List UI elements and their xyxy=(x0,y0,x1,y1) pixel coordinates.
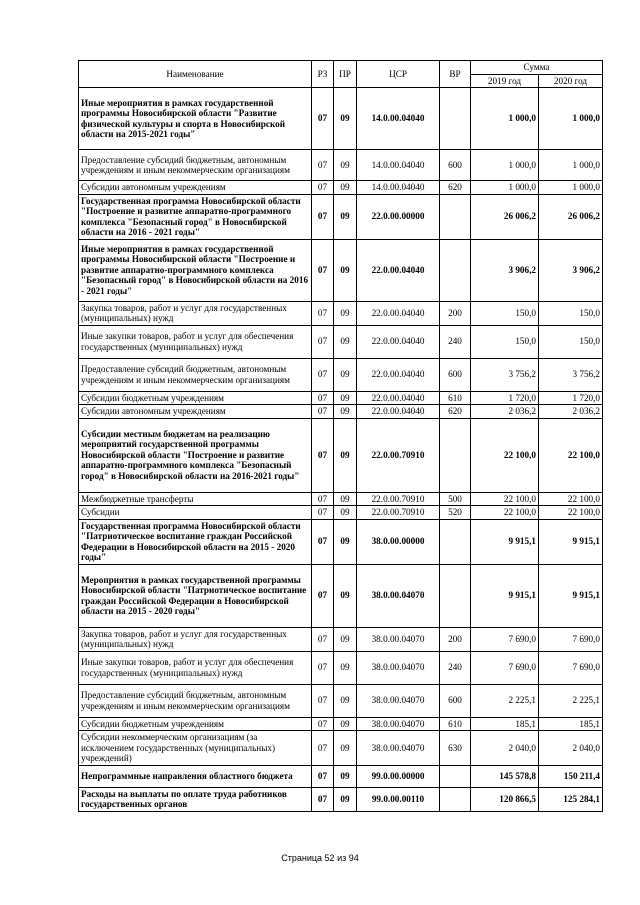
row-amount-2019: 150,0 xyxy=(471,301,539,325)
row-name: Мероприятия в рамках государственной программы Новосибирской области "Патриотическое воспитание граждан Российской Федерации в Новосибирской области на 2015 - 2020 годы" xyxy=(79,564,312,627)
table-row xyxy=(79,358,603,391)
row-pr: 09 xyxy=(334,358,357,391)
row-pr: 09 xyxy=(334,787,357,811)
row-vr: 620 xyxy=(440,405,471,419)
row-csr: 22.0.00.70910 xyxy=(357,418,440,492)
row-csr: 38.0.00.04070 xyxy=(357,731,440,766)
table-row xyxy=(79,88,603,150)
row-rz: 07 xyxy=(312,492,334,506)
row-rz: 07 xyxy=(312,506,334,520)
row-csr: 22.0.00.04040 xyxy=(357,358,440,391)
row-vr: 240 xyxy=(440,651,471,684)
row-vr: 630 xyxy=(440,731,471,766)
row-csr: 14.0.00.04040 xyxy=(357,181,440,195)
row-amount-2019: 7 690,0 xyxy=(471,651,539,684)
row-vr: 200 xyxy=(440,301,471,325)
table-row xyxy=(79,506,603,520)
row-pr: 09 xyxy=(334,717,357,731)
row-amount-2020: 9 915,1 xyxy=(539,519,603,564)
row-csr: 22.0.00.04040 xyxy=(357,391,440,405)
table-row xyxy=(79,181,603,195)
row-rz: 07 xyxy=(312,684,334,717)
row-amount-2020: 1 000,0 xyxy=(539,181,603,195)
row-rz: 07 xyxy=(312,181,334,195)
row-vr xyxy=(440,88,471,150)
row-csr: 22.0.00.70910 xyxy=(357,492,440,506)
row-vr: 240 xyxy=(440,325,471,358)
table-row xyxy=(79,787,603,811)
row-amount-2020: 150,0 xyxy=(539,301,603,325)
row-rz: 07 xyxy=(312,325,334,358)
row-vr: 500 xyxy=(440,492,471,506)
row-csr: 99.0.00.00110 xyxy=(357,787,440,811)
row-pr: 09 xyxy=(334,519,357,564)
header-csr: ЦСР xyxy=(357,61,440,88)
row-amount-2020: 150,0 xyxy=(539,325,603,358)
row-pr: 09 xyxy=(334,88,357,150)
row-amount-2020: 125 284,1 xyxy=(539,787,603,811)
row-csr: 22.0.00.04040 xyxy=(357,301,440,325)
row-amount-2019: 120 866,5 xyxy=(471,787,539,811)
row-amount-2020: 7 690,0 xyxy=(539,627,603,651)
row-name: Предоставление субсидий бюджетным, автономным учреждениям и иным некоммерческим организациям xyxy=(79,684,312,717)
header-rz: РЗ xyxy=(312,61,334,88)
row-rz: 07 xyxy=(312,391,334,405)
row-amount-2019: 2 036,2 xyxy=(471,405,539,419)
row-rz: 07 xyxy=(312,418,334,492)
row-amount-2019: 2 225,1 xyxy=(471,684,539,717)
row-amount-2020: 3 756,2 xyxy=(539,358,603,391)
row-rz: 07 xyxy=(312,194,334,239)
table-row xyxy=(79,239,603,301)
table-row xyxy=(79,150,603,181)
row-csr: 38.0.00.04070 xyxy=(357,684,440,717)
row-amount-2019: 26 006,2 xyxy=(471,194,539,239)
row-pr: 09 xyxy=(334,731,357,766)
row-csr: 38.0.00.00000 xyxy=(357,519,440,564)
row-amount-2020: 1 000,0 xyxy=(539,150,603,181)
row-name: Субсидии xyxy=(79,506,312,520)
row-csr: 22.0.00.70910 xyxy=(357,506,440,520)
row-pr: 09 xyxy=(334,418,357,492)
row-pr: 09 xyxy=(334,150,357,181)
table-row xyxy=(79,564,603,627)
row-rz: 07 xyxy=(312,150,334,181)
row-amount-2019: 22 100,0 xyxy=(471,492,539,506)
table-row xyxy=(79,492,603,506)
row-pr: 09 xyxy=(334,239,357,301)
row-amount-2020: 150 211,4 xyxy=(539,765,603,787)
row-rz: 07 xyxy=(312,519,334,564)
row-name: Иные мероприятия в рамках государственной программы Новосибирской области "Построение и развитие аппаратно-программного комплекса "Безопасный город" в Новосибирской области на 2016 - 2021 годы" xyxy=(79,239,312,301)
row-csr: 38.0.00.04070 xyxy=(357,564,440,627)
row-rz: 07 xyxy=(312,787,334,811)
row-rz: 07 xyxy=(312,627,334,651)
row-rz: 07 xyxy=(312,405,334,419)
row-amount-2020: 1 720,0 xyxy=(539,391,603,405)
row-name: Субсидии бюджетным учреждениям xyxy=(79,391,312,405)
row-csr: 38.0.00.04070 xyxy=(357,717,440,731)
row-rz: 07 xyxy=(312,731,334,766)
row-rz: 07 xyxy=(312,239,334,301)
row-vr xyxy=(440,239,471,301)
row-pr: 09 xyxy=(334,325,357,358)
row-name: Закупка товаров, работ и услуг для государственных (муниципальных) нужд xyxy=(79,301,312,325)
row-name: Предоставление субсидий бюджетным, автономным учреждениям и иным некоммерческим организациям xyxy=(79,358,312,391)
row-amount-2019: 2 040,0 xyxy=(471,731,539,766)
row-pr: 09 xyxy=(334,194,357,239)
row-name: Субсидии некоммерческим организациям (за исключением государственных (муниципальных) учреждений) xyxy=(79,731,312,766)
row-pr: 09 xyxy=(334,684,357,717)
table-row xyxy=(79,418,603,492)
row-rz: 07 xyxy=(312,88,334,150)
row-vr xyxy=(440,519,471,564)
page-number: Страница 52 из 94 xyxy=(281,853,359,863)
row-name: Иные закупки товаров, работ и услуг для обеспечения государственных (муниципальных) нужд xyxy=(79,325,312,358)
row-pr: 09 xyxy=(334,564,357,627)
row-amount-2019: 150,0 xyxy=(471,325,539,358)
row-amount-2019: 1 000,0 xyxy=(471,88,539,150)
table-row xyxy=(79,519,603,564)
row-amount-2020: 1 000,0 xyxy=(539,88,603,150)
row-amount-2019: 22 100,0 xyxy=(471,506,539,520)
row-name: Субсидии автономным учреждениям xyxy=(79,181,312,195)
row-amount-2019: 1 720,0 xyxy=(471,391,539,405)
row-name: Межбюджетные трансферты xyxy=(79,492,312,506)
row-amount-2019: 3 756,2 xyxy=(471,358,539,391)
row-name: Непрограммные направления областного бюджета xyxy=(79,765,312,787)
row-pr: 09 xyxy=(334,492,357,506)
row-csr: 38.0.00.04070 xyxy=(357,627,440,651)
row-csr: 22.0.00.04040 xyxy=(357,239,440,301)
row-vr xyxy=(440,787,471,811)
row-vr xyxy=(440,194,471,239)
table-row xyxy=(79,627,603,651)
row-vr xyxy=(440,564,471,627)
row-rz: 07 xyxy=(312,301,334,325)
table-row xyxy=(79,391,603,405)
header-sum: Сумма xyxy=(471,61,603,75)
row-name: Иные мероприятия в рамках государственной программы Новосибирской области "Развитие физической культуры и спорта в Новосибирской области на 2015-2021 годы" xyxy=(79,88,312,150)
row-csr: 22.0.00.00000 xyxy=(357,194,440,239)
row-csr: 38.0.00.04070 xyxy=(357,651,440,684)
row-pr: 09 xyxy=(334,651,357,684)
row-pr: 09 xyxy=(334,391,357,405)
row-pr: 09 xyxy=(334,405,357,419)
header-pr: ПР xyxy=(334,61,357,88)
row-vr xyxy=(440,418,471,492)
table-row xyxy=(79,301,603,325)
row-name: Иные закупки товаров, работ и услуг для обеспечения государственных (муниципальных) нужд xyxy=(79,651,312,684)
row-rz: 07 xyxy=(312,717,334,731)
row-pr: 09 xyxy=(334,765,357,787)
row-amount-2019: 185,1 xyxy=(471,717,539,731)
row-name: Расходы на выплаты по оплате труда работников государственных органов xyxy=(79,787,312,811)
row-amount-2019: 145 578,8 xyxy=(471,765,539,787)
row-vr: 620 xyxy=(440,181,471,195)
row-amount-2019: 3 906,2 xyxy=(471,239,539,301)
row-vr xyxy=(440,765,471,787)
row-amount-2020: 22 100,0 xyxy=(539,492,603,506)
row-amount-2020: 9 915,1 xyxy=(539,564,603,627)
row-pr: 09 xyxy=(334,627,357,651)
row-csr: 14.0.00.04040 xyxy=(357,150,440,181)
row-name: Предоставление субсидий бюджетным, автономным учреждениям и иным некоммерческим организациям xyxy=(79,150,312,181)
row-rz: 07 xyxy=(312,765,334,787)
row-amount-2019: 9 915,1 xyxy=(471,564,539,627)
row-rz: 07 xyxy=(312,564,334,627)
row-name: Закупка товаров, работ и услуг для государственных (муниципальных) нужд xyxy=(79,627,312,651)
row-rz: 07 xyxy=(312,358,334,391)
row-amount-2020: 3 906,2 xyxy=(539,239,603,301)
row-csr: 22.0.00.04040 xyxy=(357,325,440,358)
table-body xyxy=(79,88,603,812)
row-vr: 600 xyxy=(440,684,471,717)
row-name: Субсидии местным бюджетам на реализацию мероприятий государственной программы Новосибирской области "Построение и развитие аппаратно-программного комплекса "Безопасный город" в Новосибирской области на 2016-2021 годы" xyxy=(79,418,312,492)
row-vr: 600 xyxy=(440,358,471,391)
header-vr: ВР xyxy=(440,61,471,88)
table-row xyxy=(79,651,603,684)
row-vr: 610 xyxy=(440,391,471,405)
table-row xyxy=(79,731,603,766)
row-rz: 07 xyxy=(312,651,334,684)
table-row xyxy=(79,325,603,358)
row-amount-2020: 22 100,0 xyxy=(539,506,603,520)
row-amount-2019: 22 100,0 xyxy=(471,418,539,492)
table-row xyxy=(79,684,603,717)
row-amount-2019: 7 690,0 xyxy=(471,627,539,651)
row-amount-2020: 26 006,2 xyxy=(539,194,603,239)
row-amount-2019: 1 000,0 xyxy=(471,181,539,195)
row-name: Субсидии автономным учреждениям xyxy=(79,405,312,419)
table-row xyxy=(79,765,603,787)
row-amount-2020: 2 040,0 xyxy=(539,731,603,766)
table-row xyxy=(79,194,603,239)
row-csr: 14.0.00.04040 xyxy=(357,88,440,150)
row-name: Субсидии бюджетным учреждениям xyxy=(79,717,312,731)
row-amount-2019: 1 000,0 xyxy=(471,150,539,181)
header-name: Наименование xyxy=(79,61,312,88)
row-pr: 09 xyxy=(334,506,357,520)
row-pr: 09 xyxy=(334,181,357,195)
row-vr: 520 xyxy=(440,506,471,520)
header-year-2020: 2020 год xyxy=(539,74,603,88)
row-amount-2020: 2 036,2 xyxy=(539,405,603,419)
table-row xyxy=(79,405,603,419)
row-amount-2020: 185,1 xyxy=(539,717,603,731)
row-vr: 600 xyxy=(440,150,471,181)
table-header xyxy=(79,61,603,88)
table-row xyxy=(79,717,603,731)
row-pr: 09 xyxy=(334,301,357,325)
row-amount-2020: 7 690,0 xyxy=(539,651,603,684)
row-vr: 610 xyxy=(440,717,471,731)
row-csr: 22.0.00.04040 xyxy=(357,405,440,419)
row-amount-2020: 22 100,0 xyxy=(539,418,603,492)
row-name: Государственная программа Новосибирской области "Построение и развитие аппаратно-программного комплекса "Безопасный город" в Новосибирской области на 2016 - 2021 годы" xyxy=(79,194,312,239)
header-year-2019: 2019 год xyxy=(471,74,539,88)
row-amount-2019: 9 915,1 xyxy=(471,519,539,564)
budget-table xyxy=(78,60,603,812)
row-amount-2020: 2 225,1 xyxy=(539,684,603,717)
header-row-top xyxy=(79,61,603,75)
row-vr: 200 xyxy=(440,627,471,651)
row-csr: 99.0.00.00000 xyxy=(357,765,440,787)
row-name: Государственная программа Новосибирской области "Патриотическое воспитание граждан Российской Федерации в Новосибирской области на 2015 - 2020 годы" xyxy=(79,519,312,564)
